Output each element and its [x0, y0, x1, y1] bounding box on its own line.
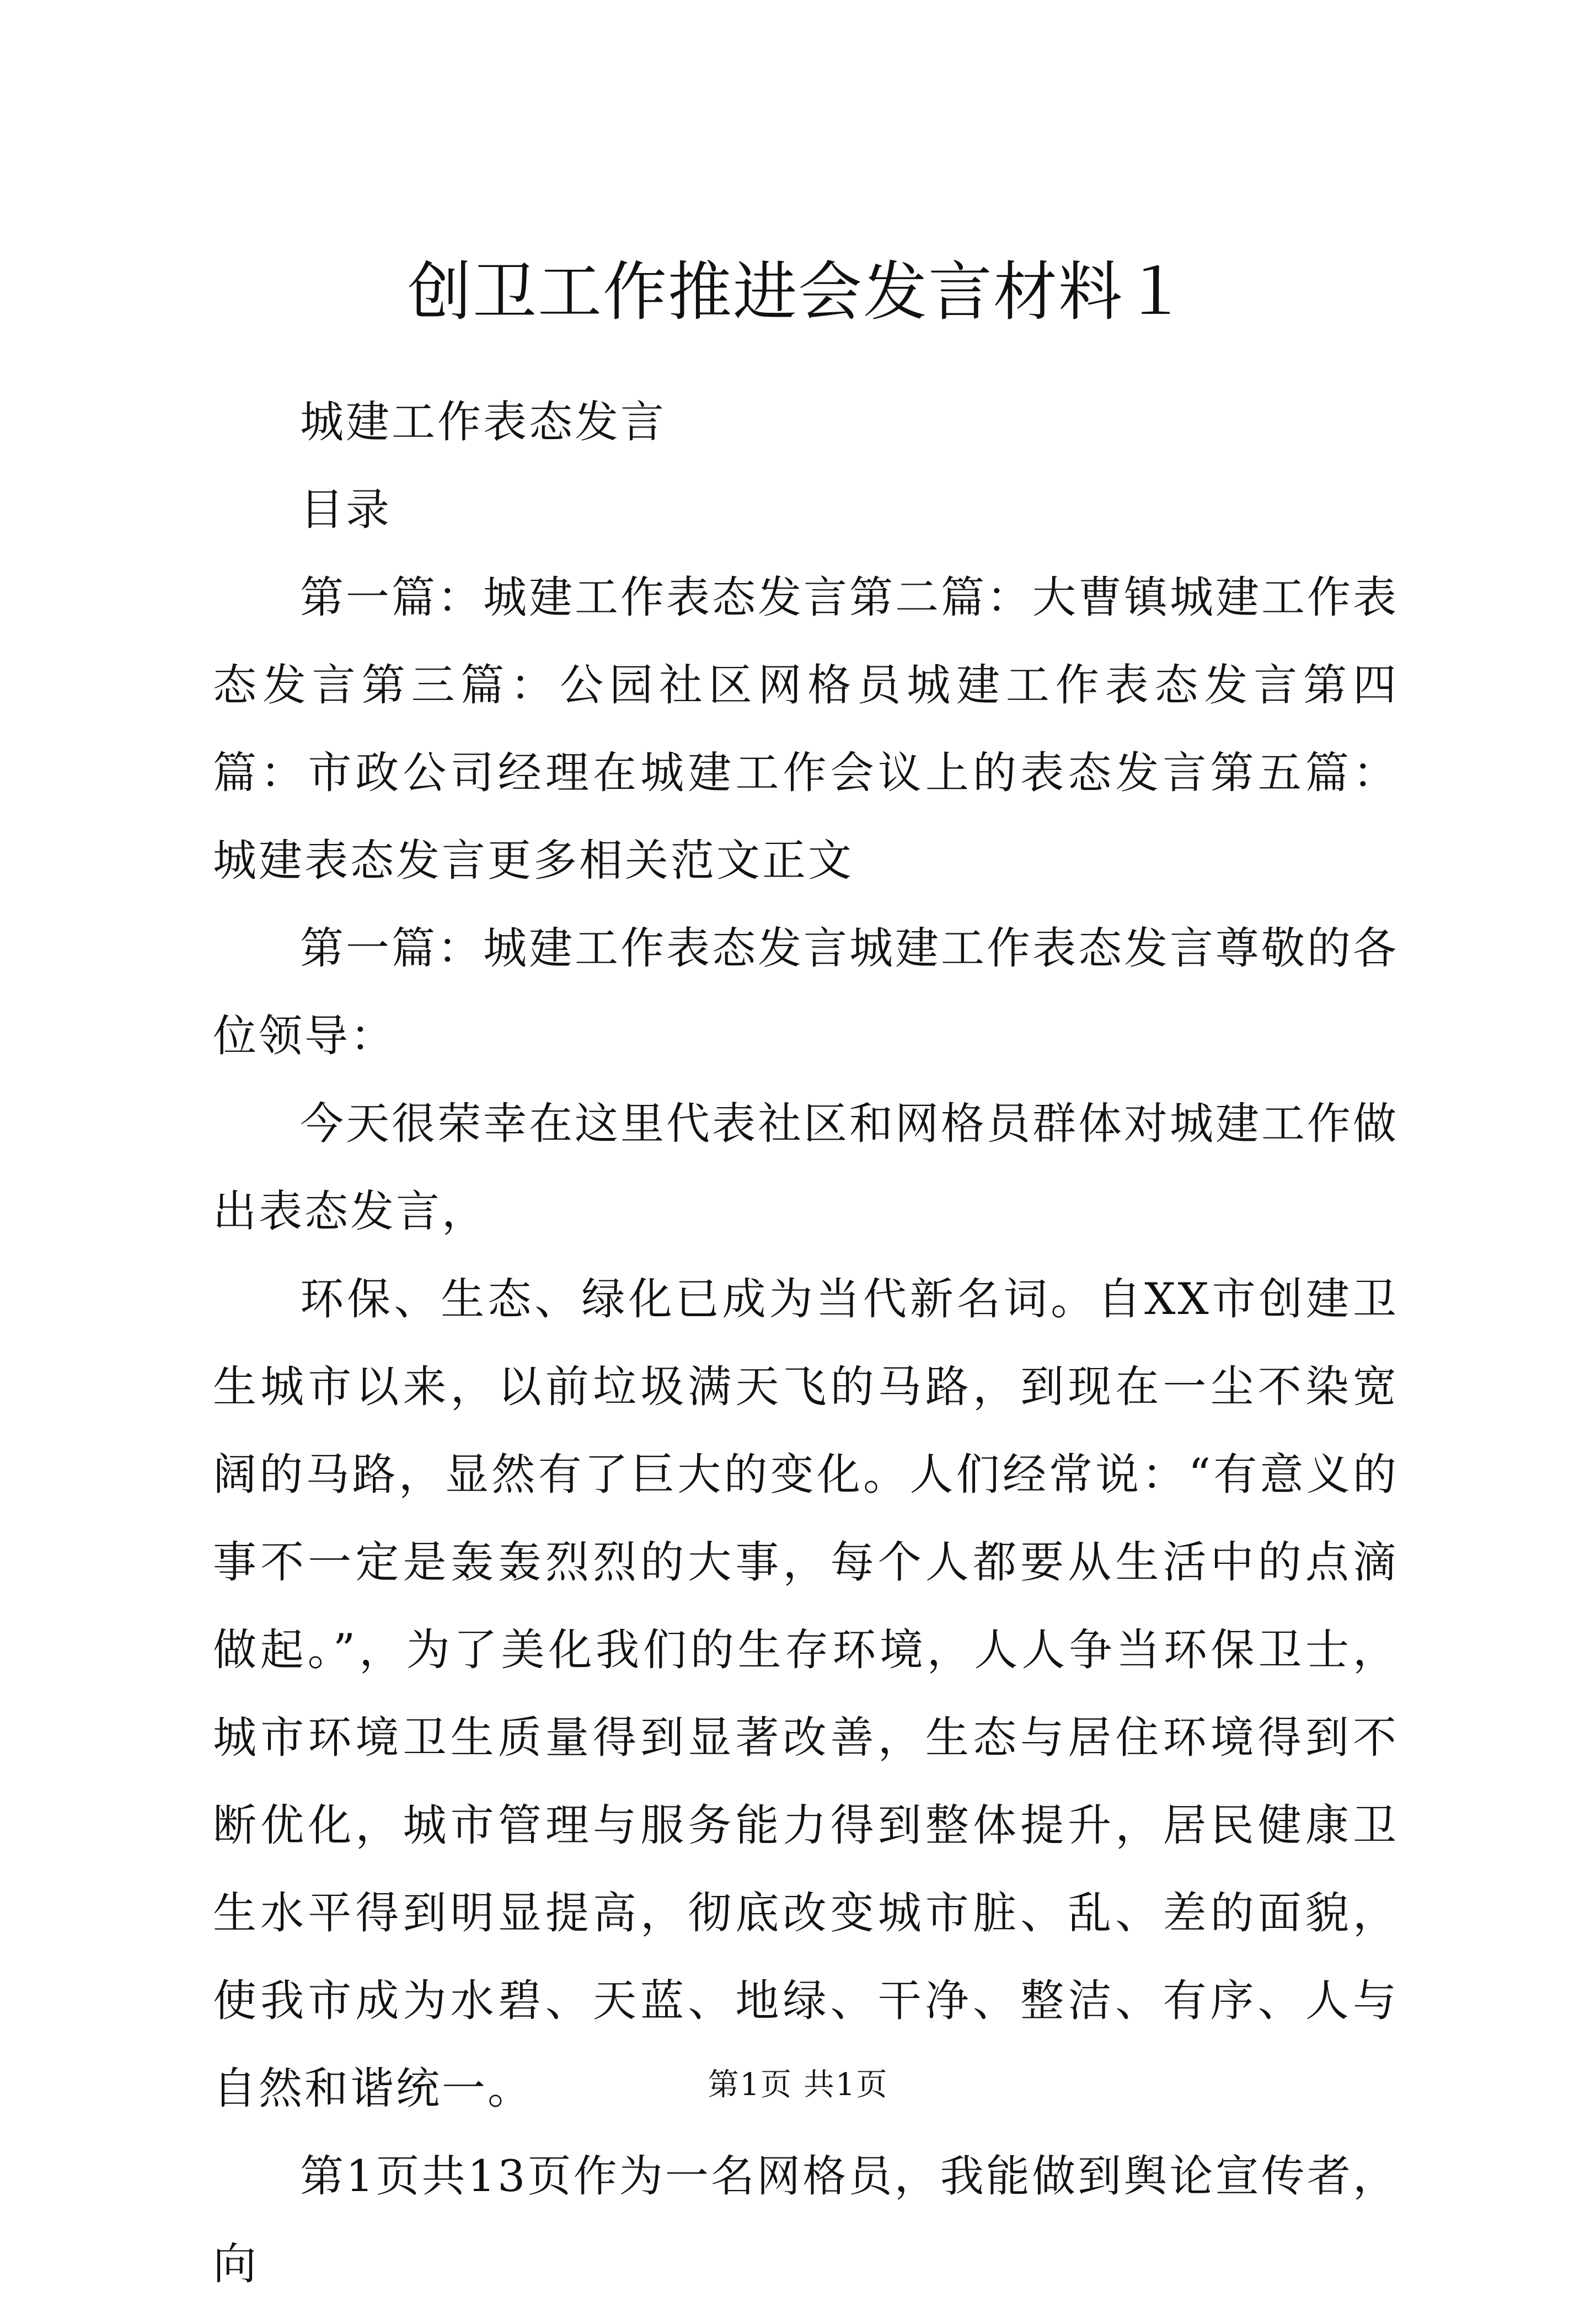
paragraph-intro: 今天很荣幸在这里代表社区和网格员群体对城建工作做出表态发言， — [213, 1098, 1399, 1237]
document-title: 创卫工作推进会发言材料１ — [408, 255, 1188, 329]
paragraph-toc: 第一篇：城建工作表态发言第二篇：大曹镇城建工作表态发言第三篇：公园社区网格员城建工作表态发言第四篇：市政公司经理在城建工作会议上的表态发言第五篇：城建表态发言更多相关范文正文 — [213, 572, 1399, 886]
page-footer: 第1页 共1页 — [708, 2067, 888, 2103]
paragraph-greeting: 第一篇：城建工作表态发言城建工作表态发言尊敬的各位领导： — [213, 923, 1399, 1061]
paragraph-heading: 城建工作表态发言 — [300, 397, 666, 447]
paragraph-toc-label: 目录 — [300, 484, 392, 535]
paragraph-continuation: 第1页共13页作为一名网格员，我能做到舆论宣传者，向 — [213, 2151, 1399, 2289]
document-body — [213, 378, 1399, 2308]
paragraph-main: 环保、生态、绿化已成为当代新名词。自XX市创建卫生城市以来，以前垃圾满天飞的马路，到现在一尘不染宽阔的马路，显然有了巨大的变化。人们经常说：“有意义的事不一定是轰轰烈烈的大事，每个人都要从生活中的点滴做起。”，为了美化我们的生存环境，人人争当环保卫士，城市环境卫生质量得到显著改善，生态与居住环境得到不断优化，城市管理与服务能力得到整体提升，居民健康卫生水平得到明显提高，彻底改变城市脏、乱、差的面貌，使我市成为水碧、天蓝、地绿、干净、整洁、有序、人与自然和谐统一。 — [213, 1274, 1399, 2114]
